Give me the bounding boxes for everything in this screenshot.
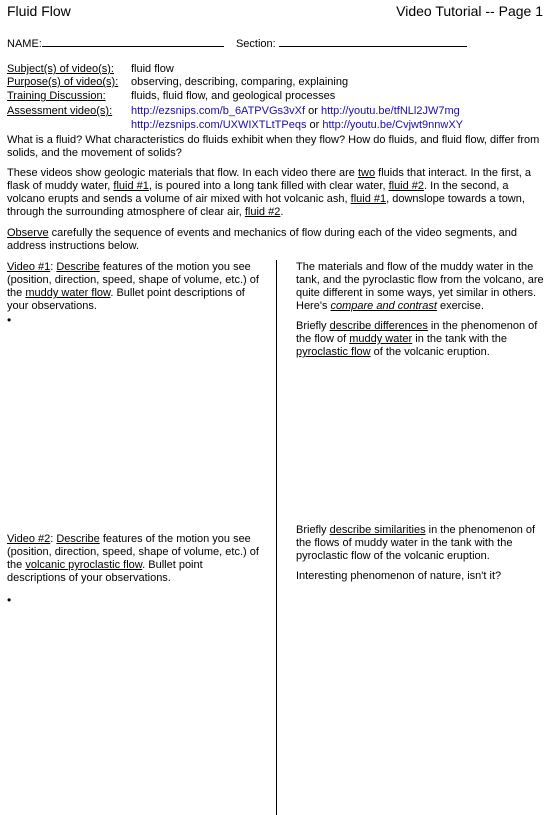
intro-text: These videos show geologic materials that flow. In each video there are: [7, 167, 358, 179]
bullet-point-2[interactable]: •: [7, 593, 12, 607]
fluid-1-term: fluid #1: [113, 180, 149, 192]
differences-prompt: [296, 320, 546, 359]
describe-differences-term: describe differences: [329, 320, 428, 332]
video-1-label: Video #1: [7, 261, 51, 273]
right-text: of the volcanic eruption.: [370, 346, 490, 358]
fluid-1-term: fluid #1: [350, 193, 387, 205]
subject-value: fluid flow: [131, 63, 174, 75]
assessment-links-row-1: [131, 105, 460, 118]
video-2-label: Video #2: [7, 533, 51, 545]
intro-text: , is poured into a long tank filled with clear water,: [148, 180, 389, 192]
prompt-text: . Bullet point descriptions of your observations.: [7, 559, 203, 584]
name-section-row: [7, 35, 467, 51]
right-text: Briefly: [296, 320, 330, 332]
right-text: The materials and flow of the muddy water in the tank, and the pyroclastic flow from the volcano, are quite different in some ways, yet similar in others. Here's: [296, 261, 544, 312]
assessment-label: Assessment video(s):: [7, 105, 113, 117]
training-label: Training Discussion:: [7, 90, 106, 102]
video-1-prompt: [7, 261, 259, 313]
fluid-2-term: fluid #2: [244, 206, 281, 218]
purpose-value: observing, describing, comparing, explaining: [131, 76, 349, 88]
muddy-water-flow-term: muddy water flow: [25, 287, 111, 299]
pyroclastic-flow-term: pyroclastic flow: [296, 346, 371, 358]
bullet-point-1[interactable]: •: [7, 313, 12, 327]
describe-term: Describe: [56, 261, 100, 273]
prompt-text: features of the motion you see (position, direction, speed, shape of volume, etc.) of the: [7, 533, 259, 571]
intro-text: . In the second, a volcano erupts and sends a volume of air mixed with hot volcanic ash,: [7, 180, 509, 205]
intro-emphasis-two: two: [357, 167, 376, 179]
video-link-4[interactable]: http://youtu.be/Cvjwt9nnwXY: [322, 119, 463, 131]
similarities-prompt: [296, 524, 546, 563]
or-text-2: or: [309, 119, 320, 131]
intro-paragraph: [7, 167, 543, 219]
page-title: Fluid Flow: [7, 3, 71, 19]
prompt-text: :: [50, 261, 57, 273]
name-field[interactable]: [42, 35, 224, 47]
compare-contrast-term: compare and contrast: [330, 300, 437, 312]
section-label: Section:: [235, 38, 276, 50]
closing-remark: Interesting phenomenon of nature, isn't it?: [296, 570, 502, 582]
video-link-2[interactable]: http://youtu.be/tfNLl2JW7mg: [320, 105, 460, 117]
video-2-prompt: [7, 533, 259, 585]
purpose-label: Purpose(s) of video(s):: [7, 76, 119, 88]
page-number: Video Tutorial -- Page 1: [396, 3, 543, 19]
subject-label: Subject(s) of video(s):: [7, 63, 114, 75]
intro-questions: What is a fluid? What characteristics do fluids exhibit when they flow? How do fluids, and fluid flow, differ from solids, and the movement of solids?: [7, 134, 540, 159]
compare-contrast-intro: [296, 261, 546, 313]
intro-text: .: [280, 206, 284, 218]
or-text-1: or: [308, 105, 318, 117]
prompt-text: . Bullet point descriptions of your observations.: [7, 287, 245, 312]
section-field[interactable]: [279, 35, 467, 47]
observe-instructions: [7, 227, 543, 253]
prompt-text: :: [50, 533, 57, 545]
column-divider: [276, 260, 277, 815]
assessment-links-row-2: [131, 119, 463, 132]
intro-text: fluids that interact. In the first, a flask of muddy water,: [7, 167, 532, 192]
right-text: in the phenomenon of the flows of muddy water in the tank with the pyroclastic flow of the volcanic eruption.: [296, 524, 536, 562]
right-text: in the tank with the: [412, 333, 507, 345]
right-text: exercise.: [436, 300, 484, 312]
right-text: in the phenomenon of the flow of: [296, 320, 538, 345]
training-value: fluids, fluid flow, and geological processes: [131, 90, 336, 102]
observe-text: carefully the sequence of events and mechanics of flow during each of the video segments, and address instructions below.: [7, 227, 517, 252]
describe-term: Describe: [56, 533, 100, 545]
fluid-2-term: fluid #2: [388, 180, 425, 192]
prompt-text: features of the motion you see (position, direction, speed, shape of volume, etc.) of the: [7, 261, 259, 299]
intro-text: , downslope towards a town, through the surrounding atmosphere of clear air,: [7, 193, 525, 218]
observe-term: Observe: [7, 227, 49, 239]
video-link-1[interactable]: http://ezsnips.com/b_6ATPVGs3vXf: [131, 105, 306, 117]
right-text: Briefly: [296, 524, 330, 536]
video-link-3[interactable]: http://ezsnips.com/UXWIXTLtTPeqs: [131, 119, 307, 131]
muddy-water-term: muddy water: [349, 333, 413, 345]
describe-similarities-term: describe similarities: [329, 524, 426, 536]
pyroclastic-flow-term: volcanic pyroclastic flow: [25, 559, 143, 571]
name-label: NAME:: [7, 38, 42, 50]
